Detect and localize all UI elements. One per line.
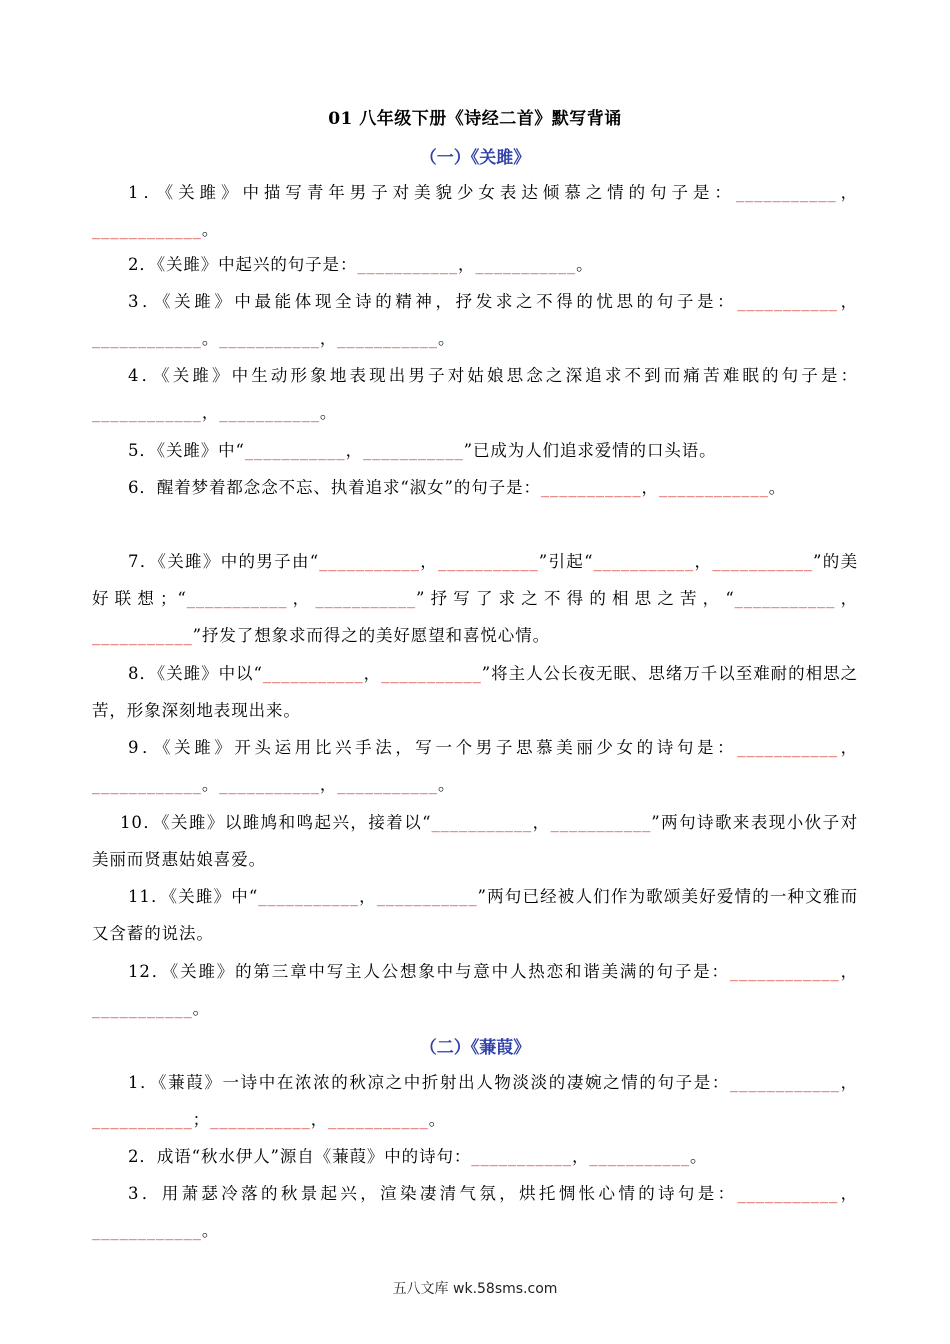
answer-blank[interactable]: ___________: [337, 329, 438, 348]
answer-blank[interactable]: ____________: [658, 478, 769, 497]
separator: ，: [358, 887, 377, 906]
answer-blank[interactable]: ____________: [729, 962, 840, 981]
separator: 。: [319, 403, 338, 422]
question-1: [92, 174, 858, 248]
separator: ，: [319, 329, 338, 348]
question-number: 7．: [128, 552, 158, 571]
jianjia-question-1: [92, 1064, 858, 1138]
question-text: ”已成为人们追求爱情的口头语。: [463, 441, 717, 460]
question-text: 用萧瑟冷落的秋景起兴，渲染凄清气氛，烘托惆怅心情的诗句是：: [161, 1184, 738, 1203]
question-text: 《关雎》以雎鸠和鸣起兴，接着以“: [161, 813, 432, 832]
separator: 。: [192, 999, 211, 1018]
question-text: 成语“秋水伊人”源自《蒹葭》中的诗句：: [156, 1147, 472, 1166]
page-title: 01 八年级下册《诗经二首》默写背诵: [328, 109, 622, 129]
separator: 。: [437, 775, 456, 794]
separator: ，: [839, 962, 858, 981]
separator: ，: [838, 1184, 858, 1203]
answer-blank[interactable]: ___________: [244, 441, 346, 460]
jianjia-question-2: [92, 1138, 858, 1175]
separator: 。: [576, 255, 594, 274]
jianjia-question-3: [92, 1175, 858, 1249]
question-number: 2．: [128, 255, 157, 274]
separator: ，: [837, 292, 858, 311]
separator: 。: [690, 1147, 708, 1166]
question-text: 《关雎》开头运用比兴手法，写一个男子思慕美丽少女的诗句是：: [162, 738, 738, 757]
separator: 。: [201, 1221, 220, 1240]
question-number: 11．: [128, 887, 169, 906]
answer-blank[interactable]: ___________: [92, 999, 193, 1018]
answer-blank[interactable]: ___________: [319, 552, 420, 571]
question-2: [92, 246, 858, 283]
question-number: 1．: [128, 183, 165, 202]
answer-blank[interactable]: ___________: [550, 813, 652, 832]
answer-blank[interactable]: ___________: [735, 183, 837, 202]
answer-blank[interactable]: ___________: [315, 589, 417, 608]
answer-blank[interactable]: ____________: [92, 329, 202, 348]
answer-blank[interactable]: ___________: [381, 664, 482, 683]
separator: 。: [201, 220, 220, 239]
question-6: [92, 469, 858, 506]
answer-blank[interactable]: ___________: [262, 664, 364, 683]
separator: ，: [694, 552, 713, 571]
question-text: 《关雎》中的男子由“: [157, 552, 320, 571]
answer-blank[interactable]: ___________: [438, 552, 539, 571]
question-3: [92, 283, 858, 357]
question-text: 《关雎》中生动形象地表现出男子对姑娘思念之深追求不到而痛苦难眠的句子是：: [161, 366, 858, 385]
question-11: [92, 878, 858, 952]
section-heading-jianjia: （二）《蒹葭》: [419, 1038, 531, 1058]
question-text: 醒着梦着都念念不忘、执着追求“淑女”的句子是：: [156, 478, 541, 497]
separator: 。: [201, 329, 220, 348]
question-number: 2．: [128, 1147, 157, 1166]
answer-blank[interactable]: ___________: [737, 1184, 839, 1203]
question-number: 3．: [128, 292, 163, 311]
answer-blank[interactable]: ____________: [92, 775, 202, 794]
answer-blank[interactable]: ___________: [712, 552, 814, 571]
question-number: 4．: [128, 366, 162, 385]
answer-blank[interactable]: ___________: [92, 1110, 193, 1129]
answer-blank[interactable]: ___________: [357, 255, 459, 274]
answer-blank[interactable]: ___________: [540, 478, 642, 497]
answer-blank[interactable]: ___________: [219, 403, 320, 422]
separator: ，: [571, 1147, 590, 1166]
answer-blank[interactable]: ___________: [328, 1110, 429, 1129]
separator: ，: [363, 664, 382, 683]
answer-blank[interactable]: ___________: [589, 1147, 691, 1166]
answer-blank[interactable]: ___________: [186, 589, 288, 608]
question-text: 《关雎》中描写青年男子对美貌少女表达倾慕之情的句子是：: [164, 183, 736, 202]
question-text: ”的美好联想；“: [92, 552, 858, 608]
question-text: 《关雎》中以“: [156, 664, 263, 683]
separator: 。: [201, 775, 220, 794]
answer-blank[interactable]: ____________: [92, 1221, 202, 1240]
question-text: 《关雎》中“: [168, 887, 259, 906]
question-number: 3．: [128, 1184, 162, 1203]
separator: ，: [345, 441, 363, 460]
separator: ，: [310, 1110, 329, 1129]
question-text: ”将主人公长夜无眠、思绪万千以至难耐的相思之苦，形象深刻地表现出来。: [92, 664, 858, 720]
answer-blank[interactable]: ____________: [730, 1073, 840, 1092]
answer-blank[interactable]: ___________: [376, 887, 478, 906]
question-text: ”引起“: [538, 552, 594, 571]
separator: ，: [837, 738, 858, 757]
answer-blank[interactable]: ____________: [92, 220, 202, 239]
answer-blank[interactable]: ___________: [210, 1110, 311, 1129]
question-12: [92, 953, 858, 1027]
separator: ；: [192, 1110, 211, 1129]
question-text: 《关雎》中起兴的句子是：: [156, 255, 358, 274]
section-heading-guanju: （一）《关雎》: [419, 148, 531, 168]
question-number: 12．: [128, 962, 171, 981]
question-10: [92, 804, 858, 878]
question-text: ”抒发了想象求而得之的美好愿望和喜悦心情。: [192, 626, 550, 645]
separator: ，: [836, 183, 858, 202]
separator: ，: [319, 775, 338, 794]
answer-blank[interactable]: ____________: [92, 403, 202, 422]
question-number: 1．: [128, 1073, 159, 1092]
answer-blank[interactable]: ___________: [734, 589, 836, 608]
separator: 。: [768, 478, 787, 497]
answer-blank[interactable]: ___________: [258, 887, 359, 906]
question-text: 《关雎》中最能体现全诗的精神，抒发求之不得的忧思的句子是：: [162, 292, 738, 311]
separator: ，: [839, 1073, 858, 1092]
answer-blank[interactable]: ___________: [219, 775, 320, 794]
separator: ，: [532, 813, 551, 832]
answer-blank[interactable]: ___________: [92, 626, 193, 645]
question-number: 8．: [128, 664, 157, 683]
question-text: ”两句诗歌来表现小伙子对美丽而贤惠姑娘喜爱。: [92, 813, 858, 869]
answer-blank[interactable]: ___________: [593, 552, 695, 571]
separator: ，: [458, 255, 476, 274]
question-text: ”抒写了求之不得的相思之苦，“: [416, 589, 735, 608]
answer-blank[interactable]: ___________: [737, 738, 838, 757]
question-number: 5．: [128, 441, 157, 460]
answer-blank[interactable]: ___________: [475, 255, 577, 274]
answer-blank[interactable]: ___________: [337, 775, 438, 794]
separator: 。: [428, 1110, 447, 1129]
question-text: 《蒹葭》一诗中在浓浓的秋凉之中折射出人物淡淡的凄婉之情的句子是：: [158, 1073, 731, 1092]
question-number: 6．: [128, 478, 157, 497]
separator: ，: [835, 589, 858, 608]
answer-blank[interactable]: ___________: [737, 292, 838, 311]
question-7: [92, 543, 858, 654]
question-5: [92, 432, 858, 469]
question-number: 10．: [120, 813, 162, 832]
separator: ，: [419, 552, 439, 571]
separator: 。: [437, 329, 456, 348]
answer-blank[interactable]: ___________: [471, 1147, 572, 1166]
question-4: [92, 357, 858, 431]
question-number: 9．: [128, 738, 163, 757]
question-text: ”两句已经被人们作为歌颂美好爱情的一种文雅而又含蓄的说法。: [92, 887, 858, 943]
answer-blank[interactable]: ___________: [431, 813, 533, 832]
separator: ，: [641, 478, 659, 497]
question-8: [92, 655, 858, 729]
question-text: 《关雎》的第三章中写主人公想象中与意中人热恋和谐美满的句子是：: [170, 962, 730, 981]
separator: ，: [201, 403, 220, 422]
footer-watermark[interactable]: 五八文库 wk.58sms.com: [392, 1281, 558, 1297]
question-9: [92, 729, 858, 803]
question-text: 《关雎》中“: [156, 441, 245, 460]
answer-blank[interactable]: ___________: [362, 441, 464, 460]
answer-blank[interactable]: ___________: [219, 329, 320, 348]
separator: ，: [287, 589, 316, 608]
